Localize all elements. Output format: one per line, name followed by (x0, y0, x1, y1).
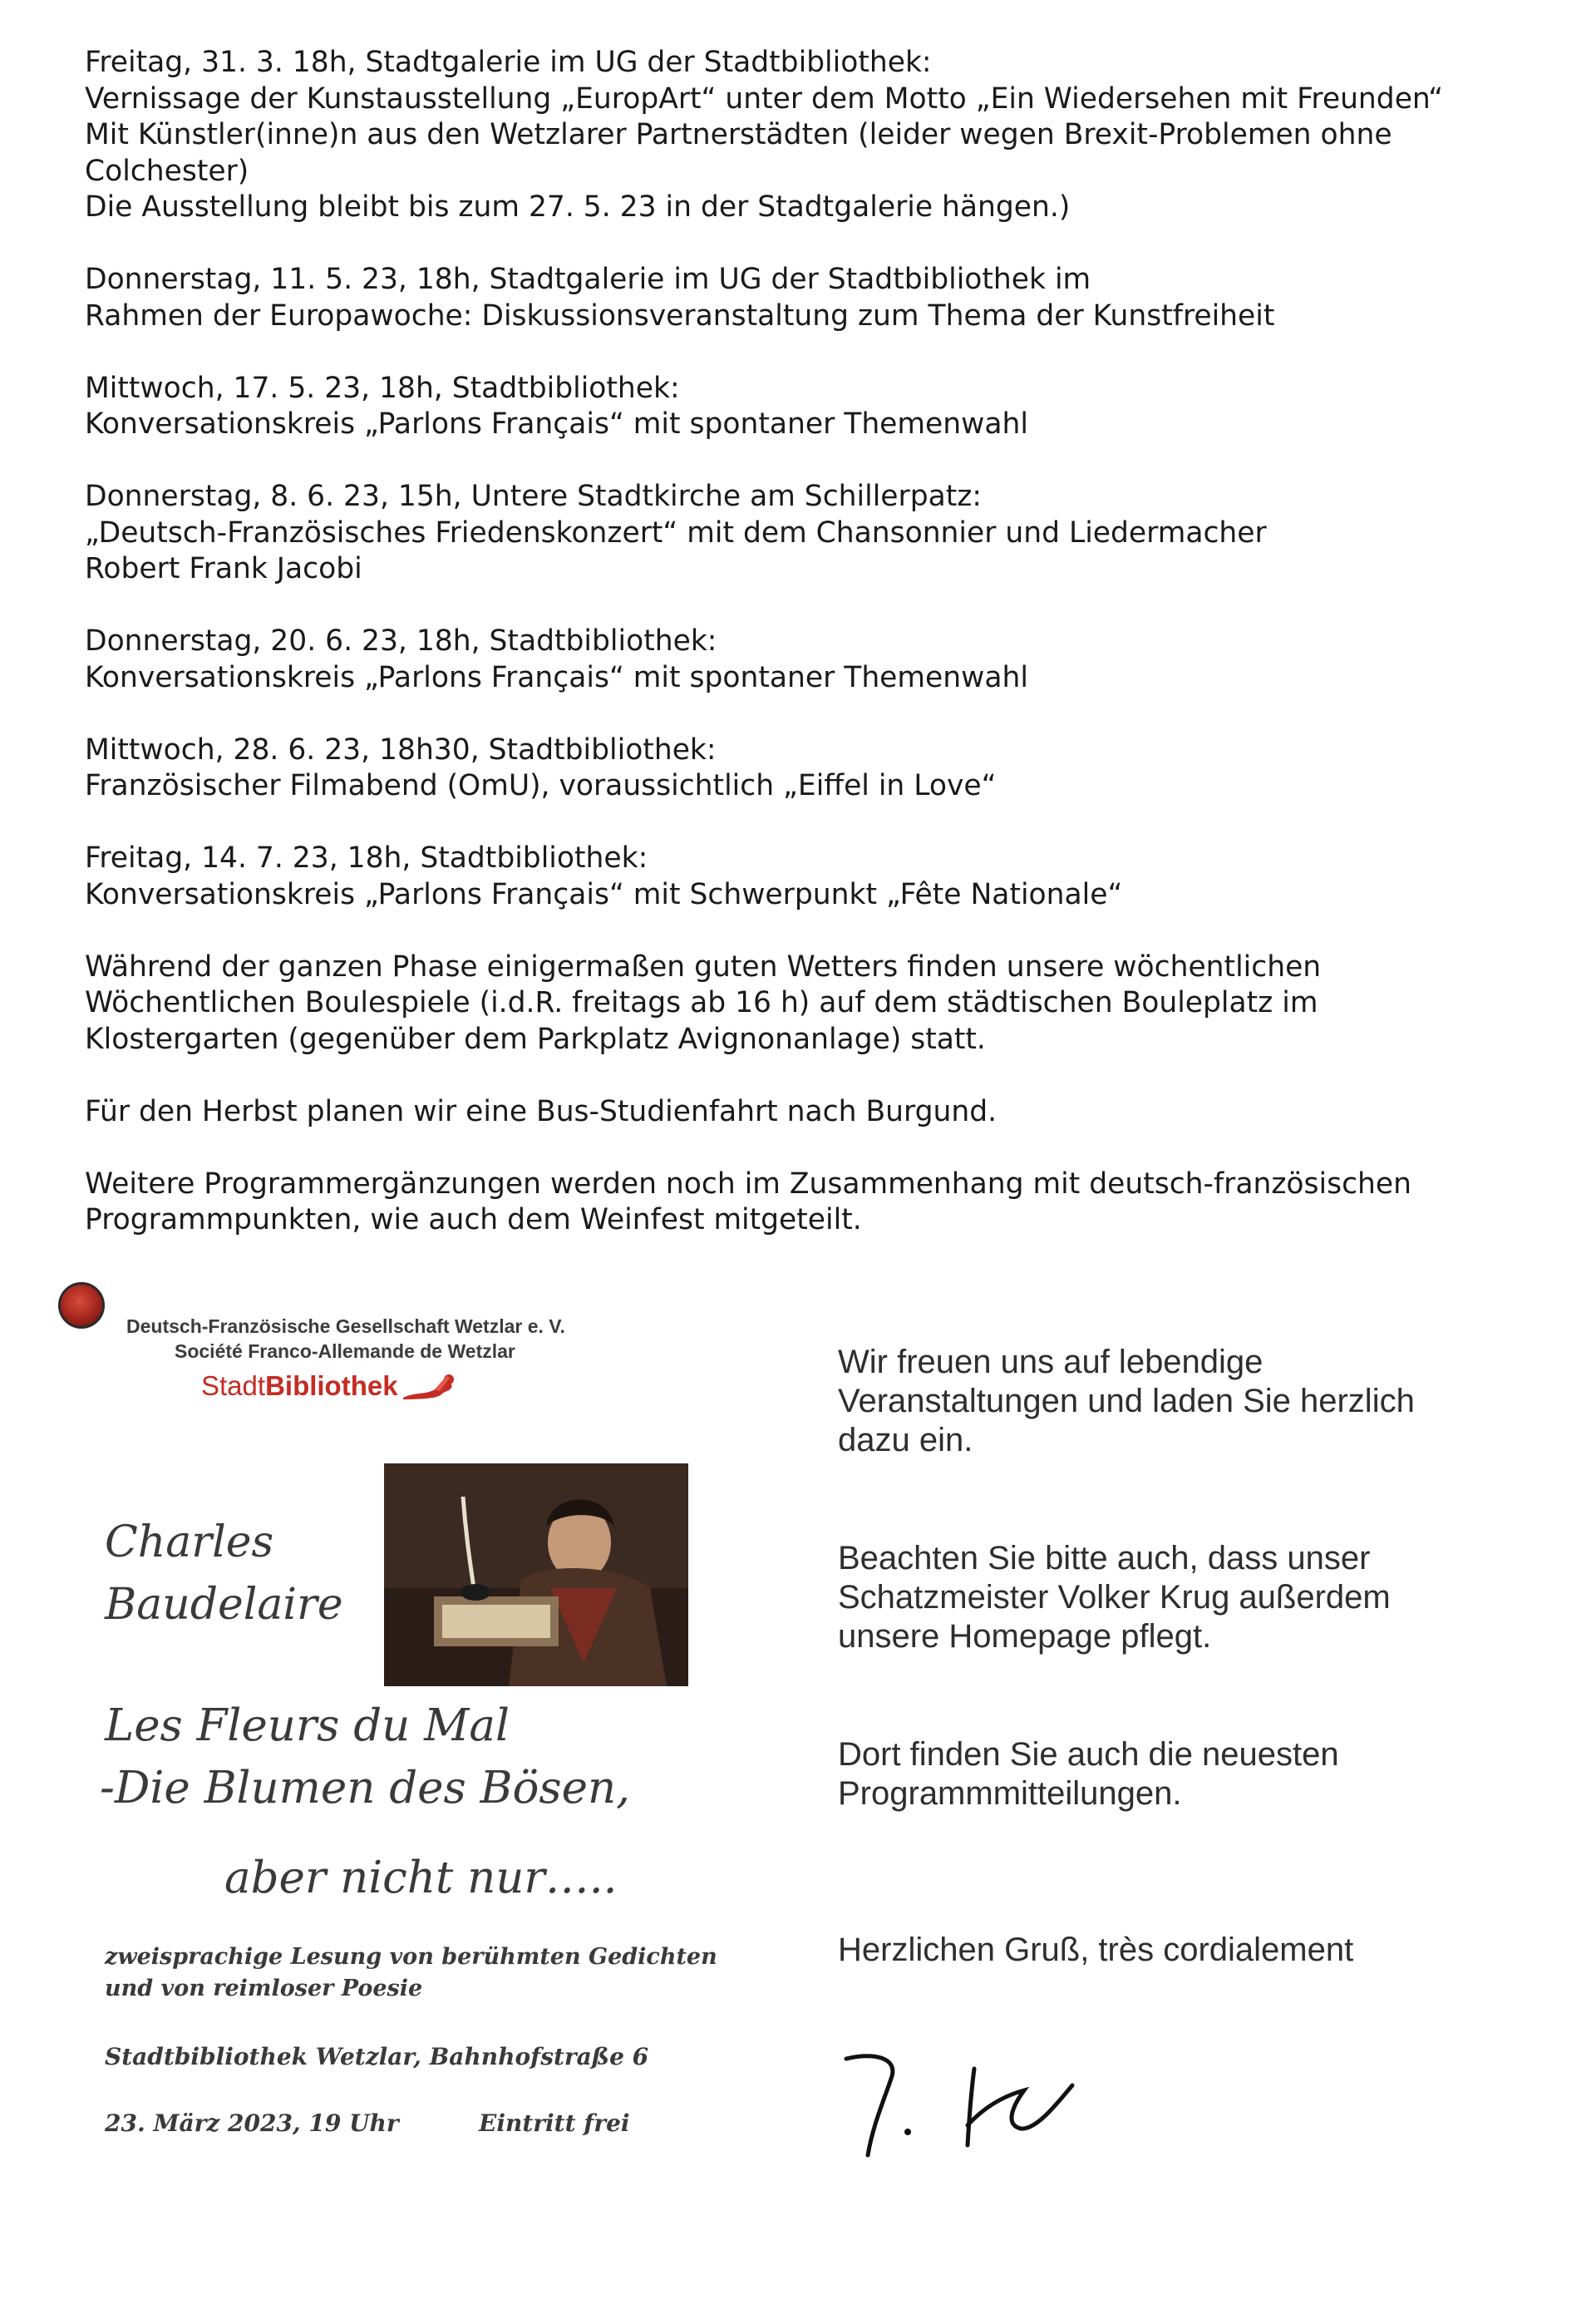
society-name-de: Deutsch-Französische Gesellschaft Wetzlar e. V. (126, 1315, 565, 1337)
event-line: Mit Künstler(inne)n aus den Wetzlarer Partnerstädten (leider wegen Brexit-Problemen ohne (85, 118, 1392, 151)
event-item (85, 45, 1548, 226)
event-item (85, 479, 1548, 588)
event-line: Französischer Filmabend (OmU), voraussichtlich „Eiffel in Love“ (85, 769, 997, 802)
event-schedule (85, 45, 1548, 1275)
book-title-de: -Die Blumen des Bösen, (100, 1763, 630, 1813)
event-line: Vernissage der Kunstausstellung „EuropArt“ unter dem Motto „Ein Wiedersehen mit Freunden“ (85, 81, 1444, 116)
portrait-painting (384, 1463, 688, 1686)
event-heading: Freitag, 31. 3. 18h, Stadtgalerie im UG der Stadtbibliothek: (85, 46, 932, 79)
library-logo-prefix: Stadt (201, 1370, 266, 1401)
event-heading: Freitag, 14. 7. 23, 18h, Stadtbibliothek: (85, 841, 648, 875)
closing-paragraph (838, 1343, 1569, 1460)
reading-entry-fee: Eintritt frei (479, 2109, 630, 2137)
library-logo-bold: Bibliothek (265, 1370, 398, 1401)
closing-line: unsere Homepage pflegt. (838, 1618, 1212, 1655)
paragraph-line: Während der ganzen Phase einigermaßen guten Wetters finden unsere wöchentlichen (85, 950, 1322, 984)
closing-line: Veranstaltungen und laden Sie herzlich (838, 1383, 1415, 1419)
closing-paragraph (838, 1735, 1569, 1813)
autumn-trip-paragraph (85, 1094, 1548, 1131)
reading-venue: Stadtbibliothek Wetzlar, Bahnhofstraße 6 (105, 2043, 649, 2070)
society-name-fr: Société Franco-Allemande de Wetzlar (175, 1340, 515, 1362)
event-line: Colchester) (85, 154, 249, 188)
reading-figure-icon (401, 1373, 460, 1403)
reading-date: 23. März 2023, 19 Uhr (105, 2109, 399, 2137)
poet-first-name: Charles (105, 1517, 274, 1567)
reading-description-2: und von reimloser Poesie (105, 1976, 423, 2001)
closing-line: Wir freuen uns auf lebendige (838, 1344, 1264, 1380)
paragraph-line: Klostergarten (gegenüber dem Parkplatz Avignonanlage) statt. (85, 1022, 986, 1056)
event-line: Konversationskreis „Parlons Français“ mit spontaner Themenwahl (85, 660, 1028, 694)
event-line: Die Ausstellung bleibt bis zum 27. 5. 23 in der Stadtgalerie hängen.) (85, 190, 1071, 224)
event-item (85, 841, 1548, 913)
paragraph-line: Weitere Programmergänzungen werden noch im Zusammenhang mit deutsch-französischen (85, 1167, 1411, 1201)
signature (840, 2045, 1139, 2162)
program-additions-paragraph (85, 1167, 1548, 1239)
event-item (85, 371, 1548, 443)
book-title-fr: Les Fleurs du Mal (105, 1700, 510, 1751)
event-item (85, 733, 1548, 805)
closing-line: Dort finden Sie auch die neuesten (838, 1736, 1339, 1773)
event-line: Konversationskreis „Parlons Français“ mit Schwerpunkt „Fête Nationale“ (85, 877, 1123, 911)
greeting-line: Herzlichen Gruß, très cordialement (838, 1932, 1354, 1968)
event-heading: Mittwoch, 28. 6. 23, 18h30, Stadtbibliothek: (85, 733, 717, 767)
paragraph-line: Wöchentlichen Boulespiele (i.d.R. freitags ab 16 h) auf dem städtischen Bouleplatz im (85, 986, 1318, 1019)
poet-last-name: Baudelaire (105, 1580, 343, 1630)
closing-line: Schatzmeister Volker Krug außerdem (838, 1579, 1391, 1616)
event-heading: Mittwoch, 17. 5. 23, 18h, Stadtbibliothek: (85, 371, 680, 405)
event-item (85, 624, 1548, 696)
closing-line: Programmmitteilungen. (838, 1775, 1182, 1812)
greeting (838, 1931, 1569, 1970)
book-title-tagline: aber nicht nur….. (224, 1853, 618, 1903)
event-heading: Donnerstag, 20. 6. 23, 18h, Stadtbibliothek: (85, 624, 717, 658)
boule-paragraph (85, 950, 1548, 1058)
library-logo (201, 1370, 460, 1403)
paragraph-line: Für den Herbst planen wir eine Bus-Studienfahrt nach Burgund. (85, 1094, 998, 1128)
paragraph-line: Programmpunkten, wie auch dem Weinfest mitgeteilt. (85, 1203, 862, 1236)
event-heading: Donnerstag, 11. 5. 23, 18h, Stadtgalerie im UG der Stadtbibliothek im (85, 263, 1091, 296)
event-line: Robert Frank Jacobi (85, 552, 362, 585)
society-logo-icon (58, 1282, 105, 1329)
event-line: Konversationskreis „Parlons Français“ mit spontaner Themenwahl (85, 407, 1028, 441)
baudelaire-portrait (384, 1463, 688, 1686)
event-heading: Donnerstag, 8. 6. 23, 15h, Untere Stadtkirche am Schillerpatz: (85, 480, 983, 513)
event-line: Rahmen der Europawoche: Diskussionsveranstaltung zum Thema der Kunstfreiheit (85, 299, 1275, 333)
event-item (85, 262, 1548, 334)
reading-flyer (50, 1280, 715, 2178)
closing-line: Beachten Sie bitte auch, dass unser (838, 1540, 1371, 1576)
event-line: „Deutsch-Französisches Friedenskonzert“ mit dem Chansonnier und Liedermacher (85, 516, 1267, 550)
reading-description: zweisprachige Lesung von berühmten Gedichten (105, 1944, 717, 1970)
closing-line: dazu ein. (838, 1422, 973, 1458)
closing-paragraph (838, 1539, 1569, 1656)
